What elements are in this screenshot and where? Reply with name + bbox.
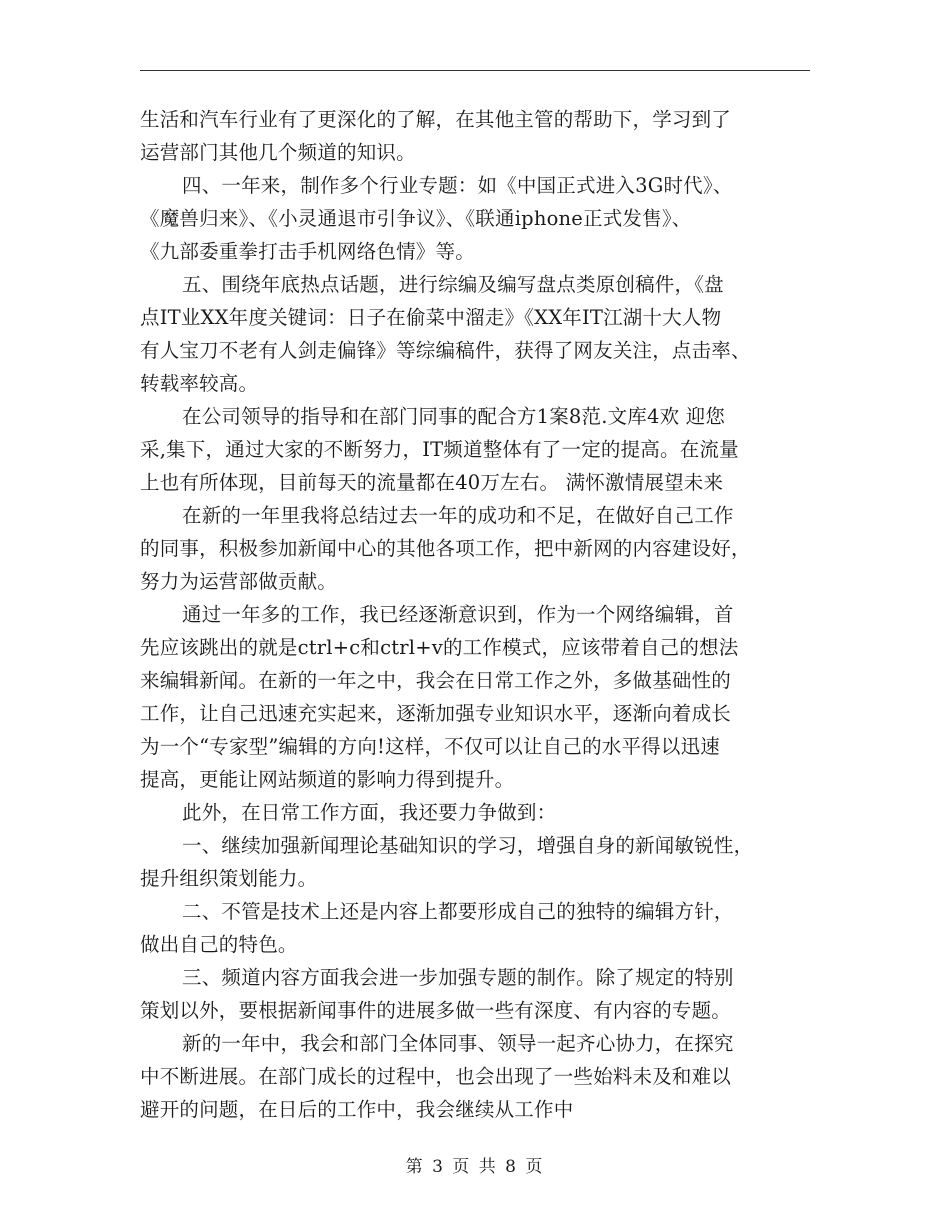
text-line: 通过一年多的工作，我已经逐渐意识到，作为一个网络编辑，首 — [182, 603, 734, 626]
page-number: 第 3 页 共 8 页 — [405, 1157, 545, 1177]
text-line: 上也有所体现，目前每天的流量都在40万左右。 满怀激情展望未来 — [140, 471, 724, 494]
text-line: 工作，让自己迅速充实起来，逐渐加强专业知识水平，逐渐向着成长 — [140, 702, 732, 725]
text-line: 采,集下，通过大家的不断努力，IT频道整体有了一定的提高。在流量 — [140, 438, 739, 461]
text-line: 《魔兽归来》、《小灵通退市引争议》、《联通iphone正式发售》、 — [140, 207, 692, 230]
text-line: 避开的问题，在日后的工作中，我会继续从工作中 — [140, 1098, 574, 1121]
text-line: 一、继续加强新闻理论基础知识的学习，增强自身的新闻敏锐性， — [182, 834, 754, 857]
text-line: 中不断进展。在部门成长的过程中，也会出现了一些始料未及和难以 — [140, 1065, 732, 1088]
text-line: 有人宝刀不老有人剑走偏锋》等综编稿件，获得了网友关注，点击率、 — [140, 339, 751, 362]
text-line: 做出自己的特色。 — [140, 933, 298, 956]
text-line: 《九部委重拳打击手机网络色情》等。 — [140, 240, 475, 263]
text-line: 提升组织策划能力。 — [140, 867, 318, 890]
text-line: 在公司领导的指导和在部门同事的配合方1案8范.文库4欢 迎您 — [182, 405, 726, 428]
text-line: 生活和汽车行业有了更深化的了解，在其他主管的帮助下，学习到了 — [140, 108, 732, 131]
header-rule — [140, 70, 810, 71]
text-line: 提高，更能让网站频道的影响力得到提升。 — [140, 768, 515, 791]
text-line: 转载率较高。 — [140, 372, 259, 395]
text-line: 运营部门其他几个频道的知识。 — [140, 141, 416, 164]
text-line: 新的一年中，我会和部门全体同事、领导一起齐心协力，在探究 — [182, 1032, 734, 1055]
text-line: 策划以外，要根据新闻事件的进展多做一些有深度、有内容的专题。 — [140, 999, 732, 1022]
text-line: 三、频道内容方面我会进一步加强专题的制作。除了规定的特别 — [182, 966, 734, 989]
text-line: 为一个“专家型”编辑的方向!这样，不仅可以让自己的水平得以迅速 — [140, 735, 720, 758]
text-line: 五、围绕年底热点话题，进行综编及编写盘点类原创稿件，《盘 — [182, 273, 724, 296]
text-line: 在新的一年里我将总结过去一年的成功和不足，在做好自己工作 — [182, 504, 734, 527]
document-body — [140, 103, 812, 1126]
text-line: 四、一年来，制作多个行业专题：如《中国正式进入3G时代》、 — [182, 174, 733, 197]
text-line: 此外，在日常工作方面，我还要力争做到： — [182, 801, 557, 824]
text-line: 来编辑新闻。在新的一年之中，我会在日常工作之外，多做基础性的 — [140, 669, 732, 692]
text-line: 努力为运营部做贡献。 — [140, 570, 338, 593]
text-line: 先应该跳出的就是ctrl+c和ctrl+v的工作模式，应该带着自己的想法 — [140, 636, 739, 659]
text-line: 二、不管是技术上还是内容上都要形成自己的独特的编辑方针， — [182, 900, 734, 923]
text-line: 点IT业XX年度关键词：日子在偷菜中溜走》《XX年IT江湖十大人物 — [140, 306, 722, 329]
text-line: 的同事，积极参加新闻中心的其他各项工作，把中新网的内容建设好， — [140, 537, 751, 560]
